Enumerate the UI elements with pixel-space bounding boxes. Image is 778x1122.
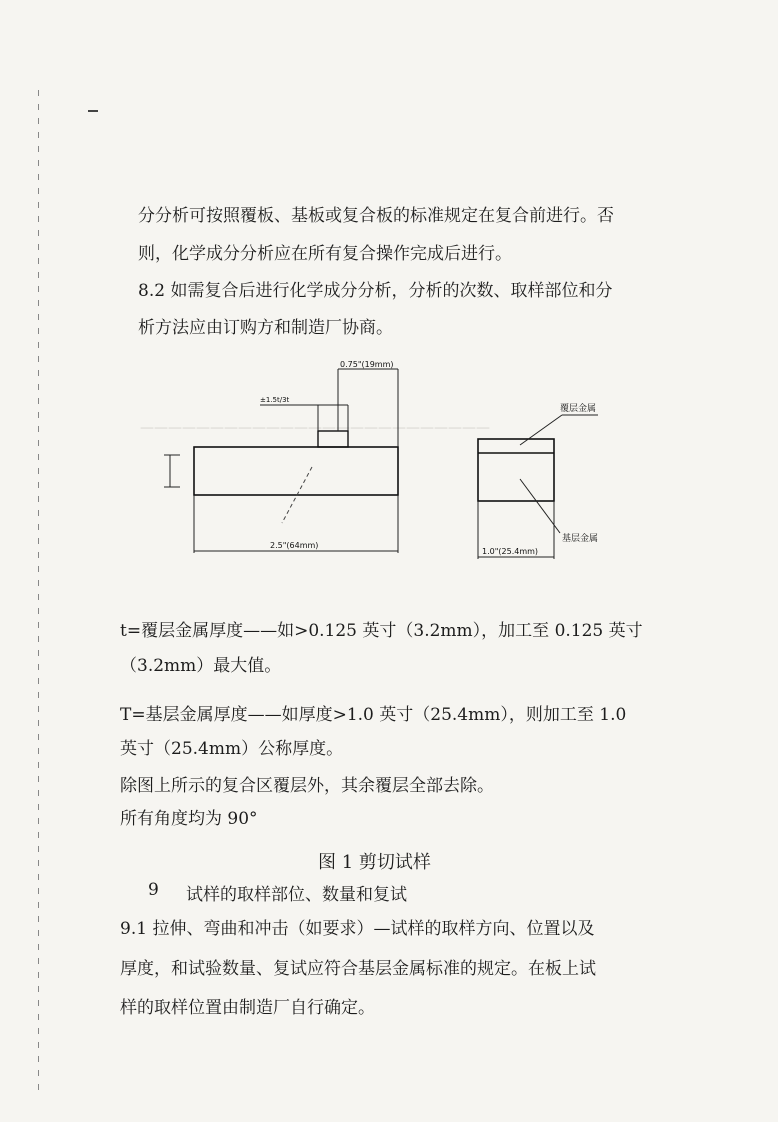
section-p1-line-3: 样的取样位置由制造厂自行确定。 (120, 998, 375, 1018)
page-mark (88, 110, 98, 112)
shear-specimen-figure (150, 355, 610, 595)
figure-caption: 图 1 剪切试样 (318, 852, 431, 873)
section-number: 9 (148, 880, 159, 900)
bleed-through-text: ————————————————————————— (140, 420, 490, 436)
body-line-1: 分分析可按照覆板、基板或复合板的标准规定在复合前进行。否 (138, 206, 614, 226)
clad-label: 覆层金属 (560, 404, 597, 414)
body-line-3: 8.2 如需复合后进行化学成分分析，分析的次数、取样部位和分 (138, 281, 613, 301)
note-angles: 所有角度均为 90° (120, 809, 258, 829)
section-p1-line-2: 厚度，和试验数量、复试应符合基层金属标准的规定。在板上试 (120, 959, 596, 979)
note-t-line-2: （3.2mm）最大值。 (120, 656, 282, 676)
body-line-2: 则，化学成分分析应在所有复合操作完成后进行。 (138, 244, 512, 264)
body-line-4: 析方法应由订购方和制造厂协商。 (138, 318, 393, 338)
note-T-line-1: T=基层金属厚度——如厚度>1.0 英寸（25.4mm），则加工至 1.0 (120, 705, 627, 725)
note-T-line-2: 英寸（25.4mm）公称厚度。 (120, 739, 344, 759)
binding-margin-line (38, 90, 39, 1090)
base-label: 基层金属 (562, 534, 599, 544)
section-p1-line-1: 9.1 拉伸、弯曲和冲击（如要求）—试样的取样方向、位置以及 (120, 919, 595, 939)
clad-leader (520, 415, 562, 445)
dim-top-label: 0.75"(19mm) (340, 360, 394, 369)
base-block-left (194, 447, 398, 495)
dim-bottom-right-label: 1.0"(25.4mm) (482, 547, 539, 556)
base-block-right (478, 439, 554, 501)
dim-bottom-left-label: 2.5"(64mm) (270, 541, 319, 550)
note-t-line-1: t=覆层金属厚度——如>0.125 英寸（3.2mm），加工至 0.125 英寸 (120, 621, 643, 641)
section-title: 试样的取样部位、数量和复试 (186, 885, 407, 905)
dim-small-label: ±1.5t/3t (260, 396, 290, 404)
clad-step (318, 431, 348, 447)
note-removal: 除图上所示的复合区覆层外，其余覆层全部去除。 (120, 776, 494, 796)
